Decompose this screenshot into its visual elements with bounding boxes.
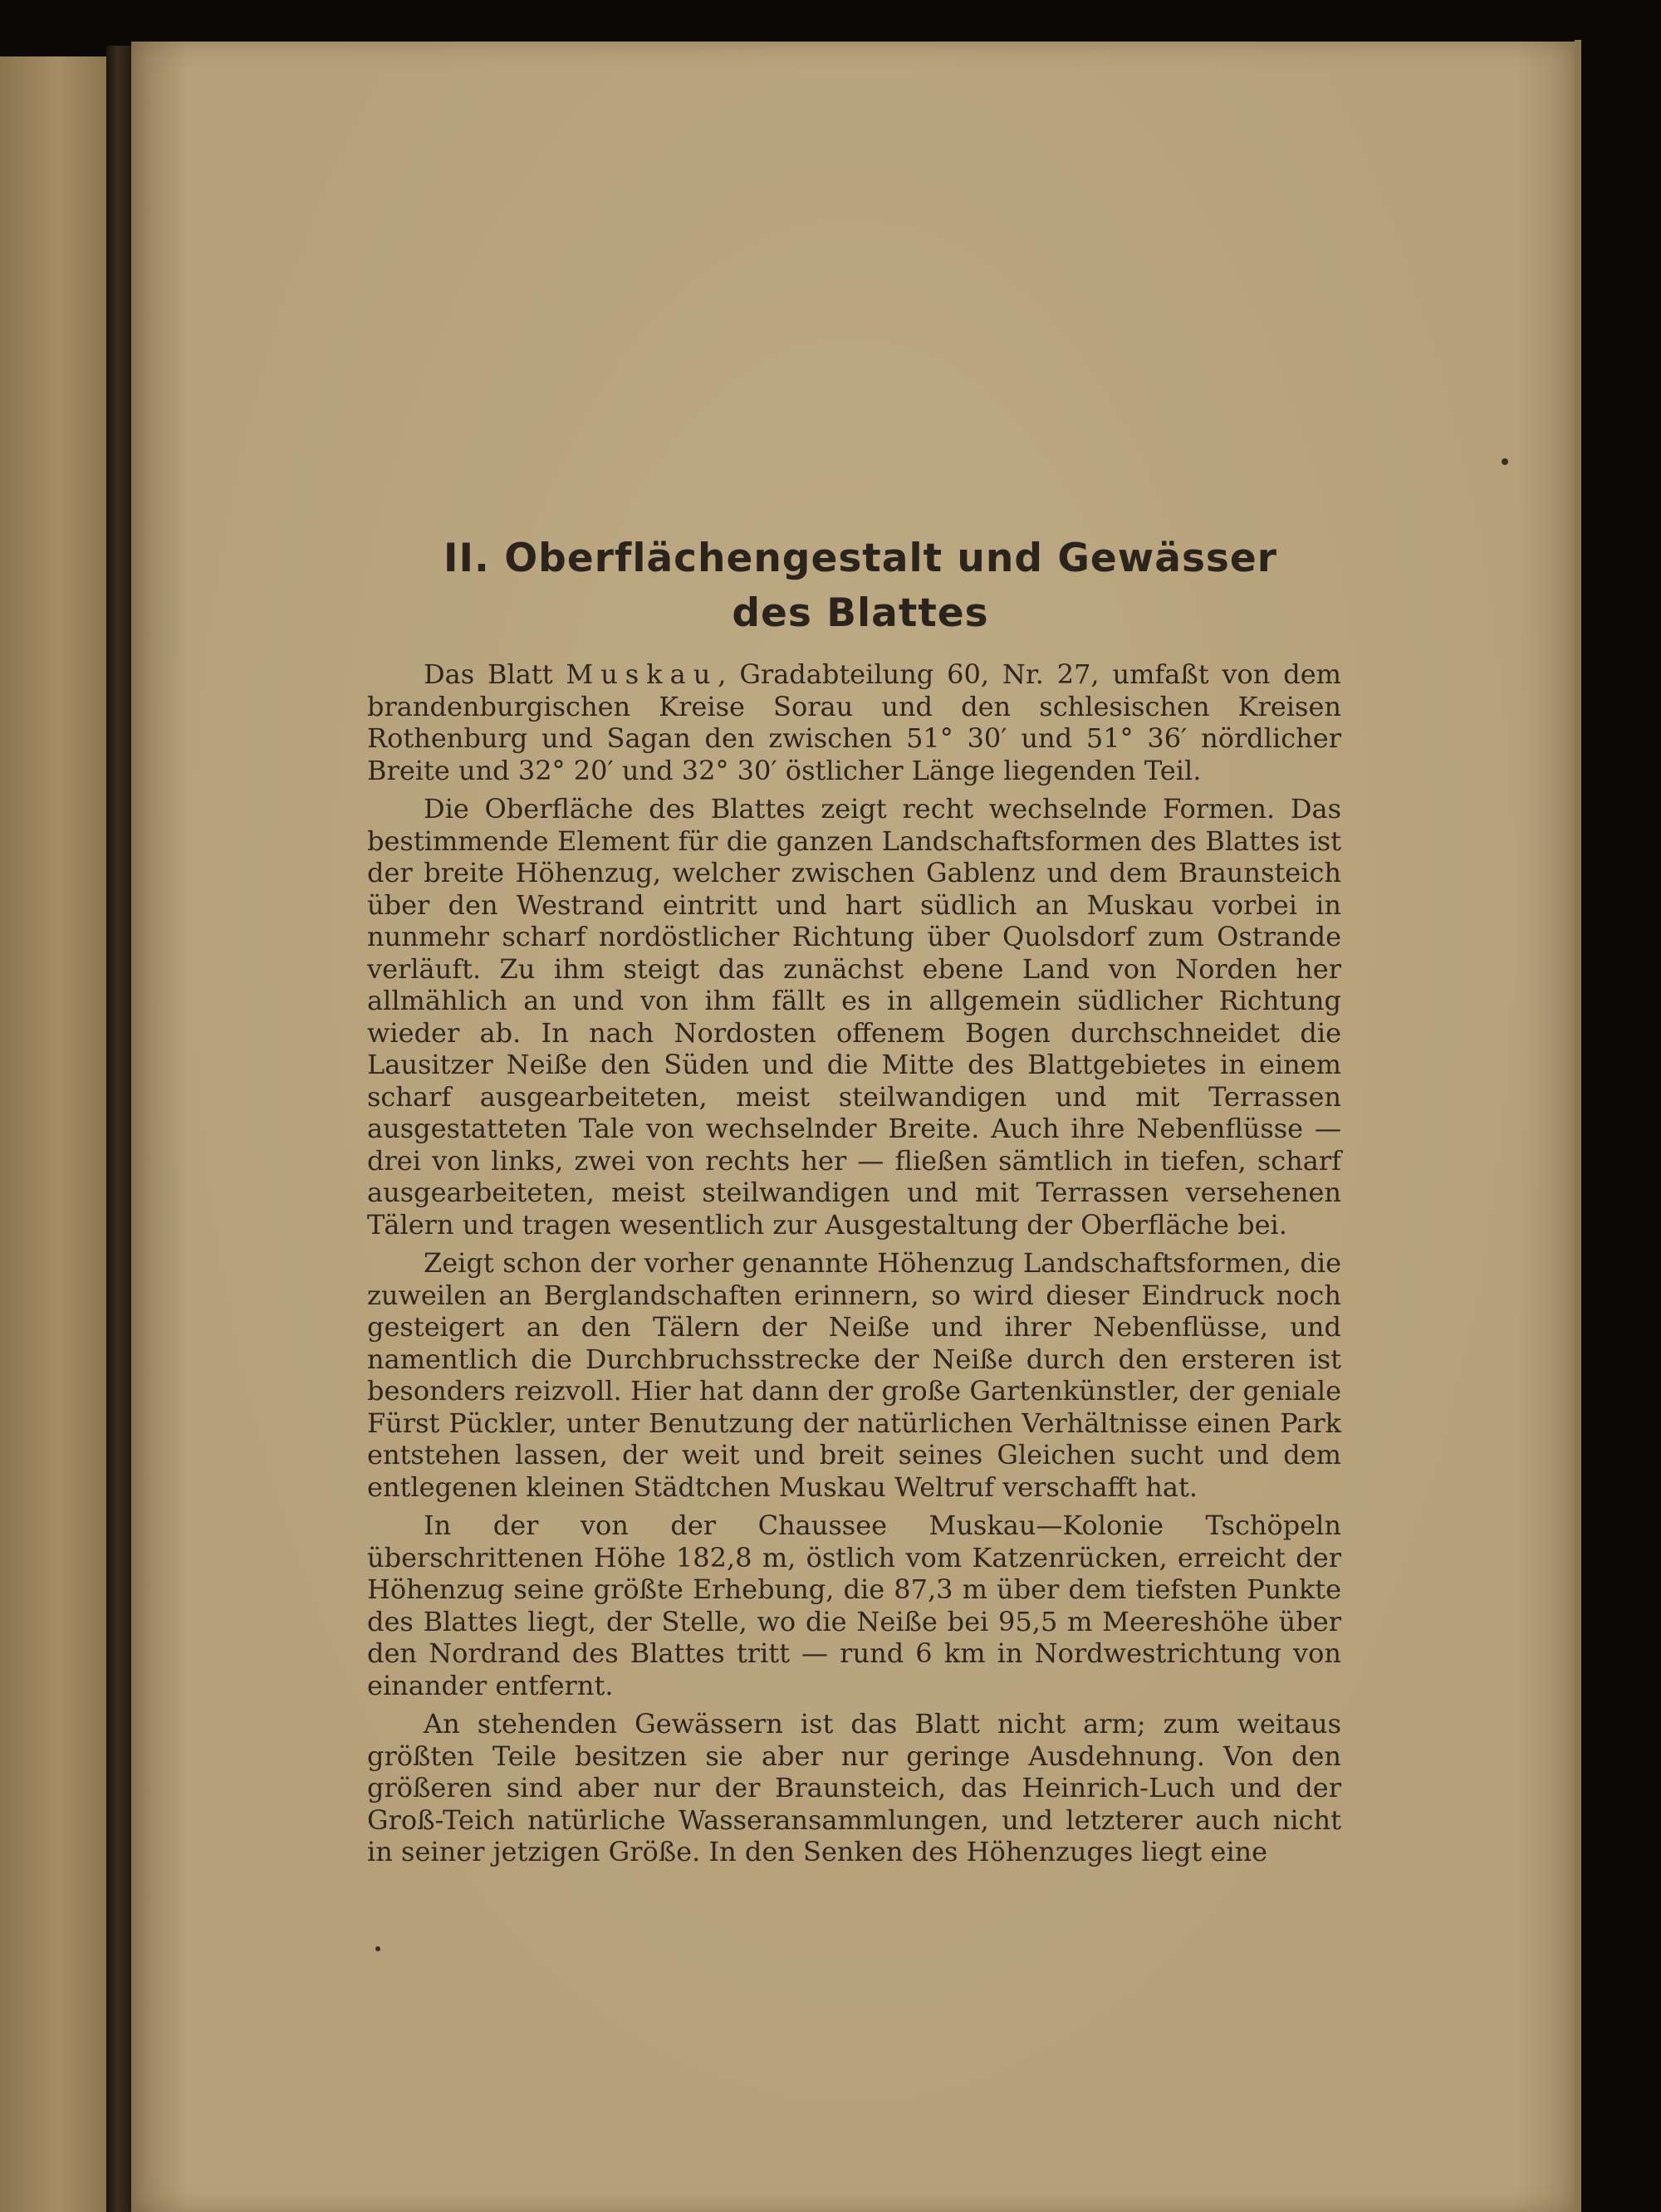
- chapter-heading: [367, 531, 1354, 641]
- paper-speck: [1502, 458, 1508, 465]
- book-gutter: [106, 46, 131, 2212]
- paragraph-1-lead: Das Blatt: [424, 658, 566, 690]
- chapter-heading-line-2: des Blattes: [732, 590, 989, 636]
- paragraph-2: Die Oberfläche des Blattes zeigt recht wechselnde Formen. Das bestimmende Element für die ganzen Landschaftsformen des Blattes ist der breite Höhenzug, welcher zwischen Gablenz und dem Braunsteich über den Westrand eintritt und hart südlich an Muskau vorbei in nunmehr scharf nordöstlicher Richtung über Quolsdorf zum Ostrande verläuft. Zu ihm steigt das zunächst ebene Land von Norden her allmählich an und von ihm fällt es in allgemein südlicher Richtung wieder ab. In nach Nordosten offenem Bogen durchschneidet die Lausitzer Neiße den Süden und die Mitte des Blattgebietes in einem scharf ausgearbeiteten, meist steilwandigen und mit Terrassen ausgestatteten Tale von wechselnder Breite. Auch ihre Nebenflüsse — drei von links, zwei von rechts her — fließen sämtlich in tiefen, scharf ausgearbeiteten, meist steilwandigen und mit Terrassen versehenen Tälern und tragen wesentlich zur Ausgestaltung der Oberfläche bei.: [367, 793, 1341, 1241]
- place-name-muskau: Muskau: [566, 658, 718, 690]
- paragraph-5: An stehenden Gewässern ist das Blatt nicht arm; zum weitaus größten Teile besitzen sie aber nur geringe Ausdehnung. Von den größeren sind aber nur der Braunsteich, das Heinrich-Luch und der Groß-Teich natürliche Wasseransammlungen, und letzterer auch nicht in seiner jetzigen Größe. In den Senken des Höhenzuges liegt eine: [367, 1708, 1341, 1867]
- paper-speck: [375, 1946, 380, 1951]
- left-page-edge: [0, 56, 106, 2212]
- body-text: [367, 658, 1341, 1868]
- paragraph-1-rest: , Gradabteilung 60, Nr. 27, umfaßt von dem brandenburgischen Kreise Sorau und den schlesischen Kreisen Rothenburg und Sagan den zwischen 51° 30′ und 51° 36′ nördlicher Breite und 32° 20′ und 32° 30′ östlicher Länge liegenden Teil.: [367, 658, 1341, 786]
- paragraph-4: In der von der Chaussee Muskau—Kolonie Tschöpeln überschrittenen Höhe 182,8 m, östlich vom Katzenrücken, erreicht der Höhenzug seine größte Erhebung, die 87,3 m über dem tiefsten Punkte des Blattes liegt, der Stelle, wo die Neiße bei 95,5 m Meereshöhe über den Nordrand des Blattes tritt — rund 6 km in Nordwestrichtung von einander entfernt.: [367, 1510, 1341, 1701]
- paragraph-3: Zeigt schon der vorher genannte Höhenzug Landschaftsformen, die zuweilen an Berglandschaften erinnern, so wird dieser Eindruck noch gesteigert an den Tälern der Neiße und ihrer Nebenflüsse, und namentlich die Durchbruchsstrecke der Neiße durch den ersteren ist besonders reizvoll. Hier hat dann der große Gartenkünstler, der geniale Fürst Pückler, unter Benutzung der natürlichen Verhältnisse einen Park entstehen lassen, der weit und breit seines Gleichen sucht und dem entlegenen kleinen Städtchen Muskau Weltruf verschafft hat.: [367, 1247, 1341, 1503]
- chapter-heading-line-1: II. Oberflächengestalt und Gewässer: [443, 536, 1277, 581]
- right-page-edge: [1575, 40, 1581, 2212]
- paragraph-1: [367, 658, 1341, 786]
